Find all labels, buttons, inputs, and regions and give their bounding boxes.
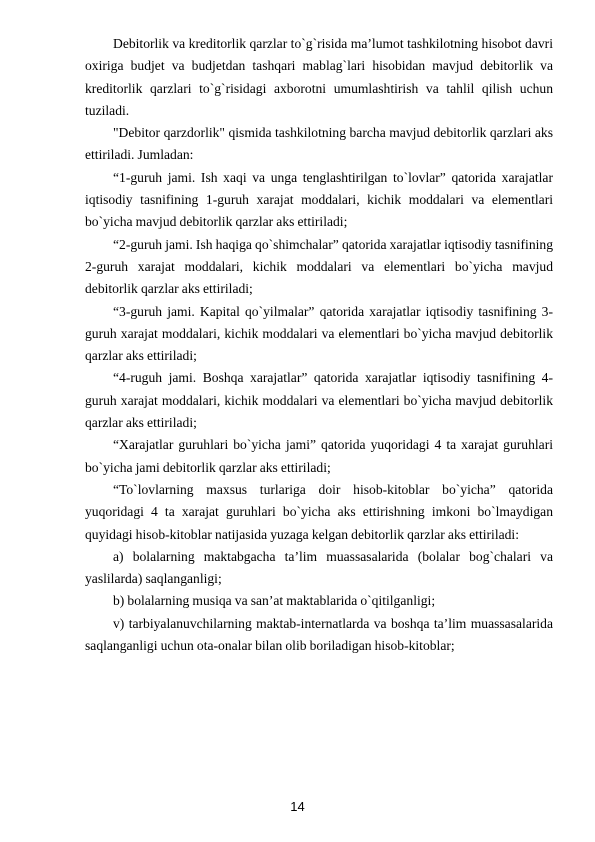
paragraph: “4-ruguh jami. Boshqa xarajatlar” qatorida xarajatlar iqtisodiy tasnifining 4-guruh xarajat moddalari, kichik moddalari va elementlari bo`yicha mavjud debitorlik qarzlar aks ettiriladi; xyxy=(85,370,553,431)
paragraph: “3-guruh jami. Kapital qo`yilmalar” qatorida xarajatlar iqtisodiy tasnifining 3-guruh xarajat moddalari, kichik moddalari va elementlari bo`yicha mavjud debitorlik qarzlar aks ettiriladi; xyxy=(85,303,553,364)
paragraph: “Xarajatlar guruhlari bo`yicha jami” qatorida yuqoridagi 4 ta xarajat guruhlari bo`yicha jami debitorlik qarzlar aks ettiriladi; xyxy=(85,437,553,475)
list-item: a) bolalarning maktabgacha ta’lim muassasalarida (bolalar bog`chalari va yaslilarda) saqlanganligi; xyxy=(85,548,553,587)
paragraph: Debitorlik va kreditorlik qarzlar to`g`risida ma’lumot tashkilotning hisobot davri oxiriga budjet va budjetdan tashqari mablag`lari hisobidan mavjud debitorlik va kreditorlik qarzlari to`g`risidagi axborotni umumlashtirish va tahlil qilish uchun tuziladi. xyxy=(85,36,553,118)
paragraph: “1-guruh jami. Ish xaqi va unga tenglashtirilgan to`lovlar” qatorida xarajatlar iqtisodiy tasnifining 1-guruh xarajat moddalari, kichik moddalari va elementlari bo`yicha mavjud debitorlik qarzlar aks ettiriladi; xyxy=(85,169,553,230)
paragraph: "Debitor qarzdorlik" qismida tashkilotning barcha mavjud debitorlik qarzlari aks ettiriladi. Jumladan: xyxy=(85,125,553,163)
paragraph: “To`lovlarning maxsus turlariga doir hisob-kitoblar bo`yicha” qatorida yuqoridagi 4 ta xarajat guruhlari bo`yicha aks ettirishning imkoni bo`lmaydigan quyidagi hisob-kitoblar natijasida yuzaga kelgan debitorlik qarzlar aks ettiriladi: xyxy=(85,481,553,542)
body-text xyxy=(85,33,553,657)
paragraph: “2-guruh jami. Ish haqiga qo`shimchalar” qatorida xarajatlar iqtisodiy tasnifining 2-guruh xarajat moddalari, kichik moddalari va elementlari bo`yicha mavjud debitorlik qarzlar aks ettiriladi; xyxy=(85,236,553,297)
list-item: v) tarbiyalanuvchilarning maktab-internatlarda va boshqa ta’lim muassasalarida saqlanganligi uchun ota-onalar bilan olib boriladigan hisob-kitoblar; xyxy=(85,615,553,654)
page-number: 14 xyxy=(290,799,305,814)
list-item: b) bolalarning musiqa va san’at maktablarida o`qitilganligi; xyxy=(113,593,436,609)
